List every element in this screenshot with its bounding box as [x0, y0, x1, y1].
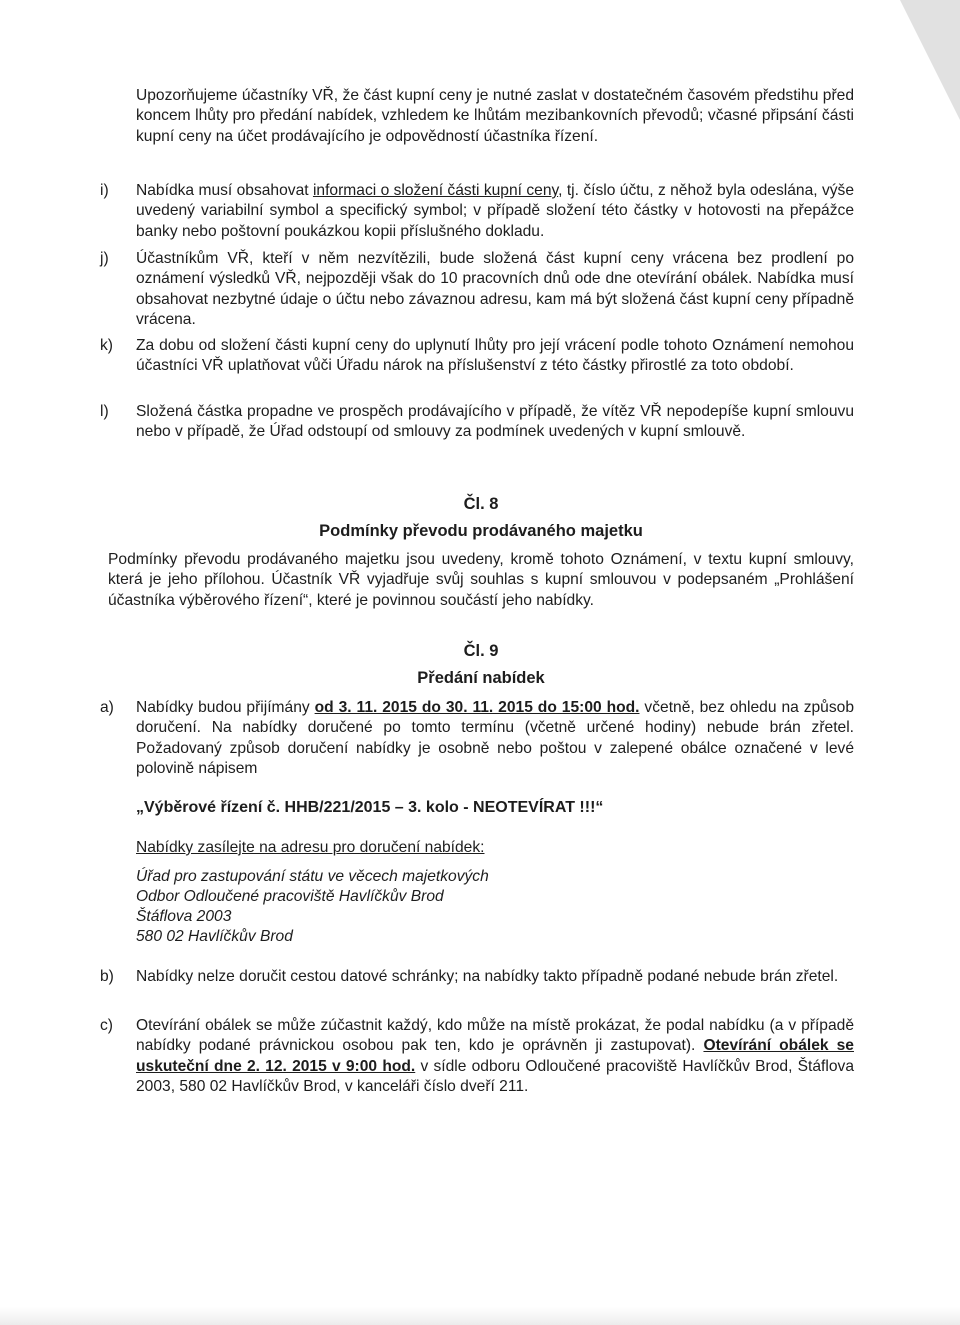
item-i-pre: Nabídka musí obsahovat — [136, 182, 313, 199]
item-c-pre: Otevírání obálek se může zúčastnit každý, kdo může na místě prokázat, že podal nabídku (a v případě nabídky podané právnickou osobou pak ten, kdo je oprávněn ji zastupovat). — [136, 1017, 854, 1055]
item-i-label: i) — [100, 182, 109, 199]
item-b-text: Nabídky nelze doručit cestou datové schránky; na nabídky takto případně podané nebude brán zřetel. — [136, 968, 839, 985]
envelope-label: „Výběrové řízení č. HHB/221/2015 – 3. kolo - NEOTEVÍRAT !!!“ — [136, 799, 604, 816]
address-line-1: Úřad pro zastupování státu ve věcech majetkových — [136, 868, 489, 885]
item-j — [100, 249, 854, 330]
item-l-text: Složená částka propadne ve prospěch prodávajícího v případě, že vítěz VŘ nepodepíše kupní smlouvu nebo v případě, že Úřad odstoupí od smlouvy za podmínek uvedených v kupní smlouvě. — [136, 403, 854, 441]
item-l — [100, 402, 854, 443]
intro-paragraph: Upozorňujeme účastníky VŘ, že část kupní ceny je nutné zaslat v dostatečném časovém předstihu před koncem lhůty pro předání nabídek, vzhledem ke lhůtám mezibankovních převodů; včasné připsání části kupní ceny na účet prodávajícího je odpovědností účastníka řízení. — [136, 87, 854, 145]
article-9-number: Čl. 9 — [463, 642, 499, 660]
item-k-label: k) — [100, 337, 113, 354]
item-c — [100, 1016, 854, 1097]
item-j-label: j) — [100, 250, 109, 267]
address-line-4: 580 02 Havlíčkův Brod — [136, 928, 293, 945]
item-b-label: b) — [100, 968, 114, 985]
item-a-label: a) — [100, 699, 114, 716]
address-line-3: Štáflova 2003 — [136, 908, 232, 925]
item-i — [100, 181, 854, 242]
scan-bottom-edge — [0, 1307, 960, 1325]
article-8-number: Čl. 8 — [463, 495, 499, 513]
item-c-opening-date: Otevírání obálek se uskuteční dne 2. 12. 2015 v 9:00 hod. — [136, 1037, 854, 1075]
address-heading: Nabídky zasílejte na adresu pro doručení nabídek: — [136, 839, 485, 856]
item-a-dates: od 3. 11. 2015 do 30. 11. 2015 do 15:00 hod. — [314, 699, 640, 716]
item-i-underlined: informaci o složení části kupní ceny — [312, 182, 559, 199]
article-8-title: Podmínky převodu prodávaného majetku — [319, 522, 643, 540]
address-line-2: Odbor Odloučené pracoviště Havlíčkův Brod — [136, 888, 444, 905]
item-k-text: Za dobu od složení části kupní ceny do uplynutí lhůty pro její vrácení podle tohoto Oznámení nemohou účastníci VŘ uplatňovat vůči Úřadu nárok na příslušenství z této částky přirostlé za toto období. — [136, 337, 854, 375]
item-a-post: včetně, bez ohledu na způsob doručení. Na nabídky doručené po tomto termínu (včetně určené hodiny) nebude brán zřetel. Požadovaný způsob doručení nabídky je osobně nebo poštou v zalepené obálce označené v levé polovině nápisem — [136, 699, 854, 777]
item-c-text — [136, 1016, 854, 1097]
item-c-label: c) — [100, 1017, 113, 1034]
item-i-post: , tj. číslo účtu, z něhož byla odeslána, výše uvedený variabilní symbol a specifický symbol; v případě složení této částky v hotovosti na přepážce banky nebo poštovní poukázkou kopii příslušného dokladu. — [136, 182, 855, 240]
article-9-title: Předání nabídek — [417, 669, 545, 687]
item-a-text — [136, 698, 854, 779]
item-i-text — [136, 181, 854, 242]
item-j-text: Účastníkům VŘ, kteří v něm nezvítězili, bude složená část kupní ceny vrácena bez prodlení po oznámení výsledků VŘ, nejpozději však do 10 pracovních dnů ode dne otevírání obálek. Nabídka musí obsahovat nezbytné údaje o účtu nebo závaznou adresu, kam má být složená část kupní ceny případně vrácena. — [136, 250, 854, 328]
item-a-pre: Nabídky budou přijímány — [136, 699, 315, 716]
item-a — [100, 698, 854, 779]
item-b — [100, 967, 854, 987]
item-c-post: v sídle odboru Odloučené pracoviště Havlíčkův Brod, Štáflova 2003, 580 02 Havlíčkův Brod, v kanceláři číslo dveří 211. — [136, 1057, 854, 1095]
item-k — [100, 336, 854, 377]
page-corner-fold — [900, 0, 960, 120]
item-l-label: l) — [100, 403, 109, 420]
article-8-text: Podmínky převodu prodávaného majetku jsou uvedeny, kromě tohoto Oznámení, v textu kupní smlouvy, která je jeho přílohou. Účastník VŘ vyjadřuje svůj souhlas s kupní smlouvou v podepsaném „Prohlášení účastníka výběrového řízení“, které je povinnou součástí jeho nabídky. — [108, 551, 854, 609]
